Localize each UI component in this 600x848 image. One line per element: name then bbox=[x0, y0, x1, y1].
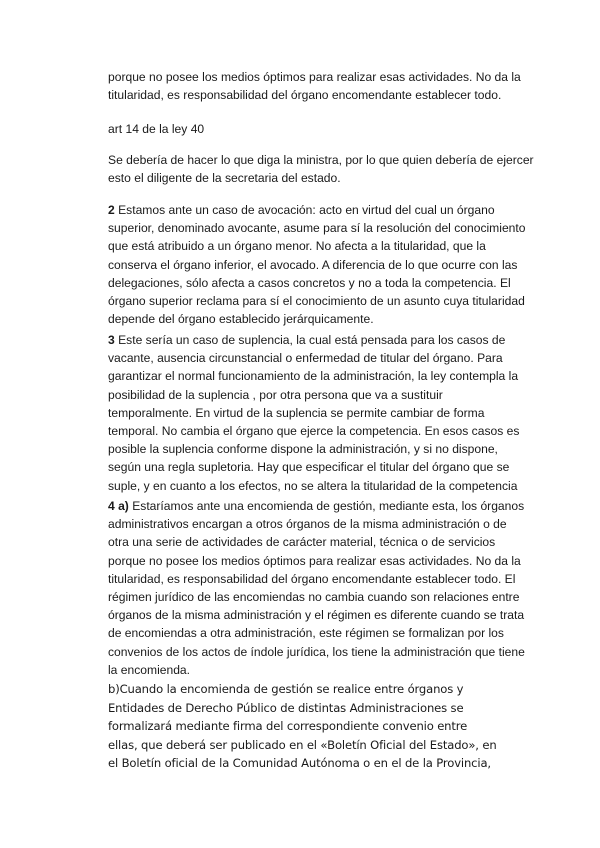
suplencia-paragraph bbox=[108, 331, 528, 495]
text-line: esto el diligente de la secretaria del estado. bbox=[108, 171, 341, 186]
text-line: depende del órgano establecido jerárquicamente. bbox=[108, 312, 374, 327]
text-line: Se debería de hacer lo que diga la ministra, por lo que quien debería de ejercer bbox=[108, 153, 534, 167]
text-line: suple, y en cuanto a los efectos, no se altera la titularidad de la competencia bbox=[108, 478, 518, 493]
text-line: posible la suplencia conforme dispone la administración, y si no dispone, bbox=[108, 442, 498, 457]
line-text: Estaríamos ante una encomienda de gestión, mediante esta, los órganos bbox=[128, 499, 525, 513]
text-line: convenios de los actos de índole jurídica, los tiene la administración que tiene bbox=[108, 644, 525, 659]
text-line: art 14 de la ley 40 bbox=[108, 122, 205, 136]
text-line: temporalmente. En virtud de la suplencia se permite cambiar de forma bbox=[108, 405, 485, 420]
law-reference bbox=[108, 120, 528, 138]
text-line: b)Cuando la encomienda de gestión se realice entre órganos y bbox=[108, 682, 464, 696]
text-line: superior, denominado avocante, asume para sí la resolución del conocimiento bbox=[108, 221, 526, 236]
text-line: Entidades de Derecho Público de distintas Administraciones se bbox=[108, 700, 464, 715]
text-line: ellas, que deberá ser publicado en el «Boletín Oficial del Estado», en bbox=[108, 737, 497, 752]
ministra-paragraph bbox=[108, 151, 534, 187]
text-line: formalizará mediante firma del correspondiente convenio entre bbox=[108, 719, 468, 734]
convenio-paragraph bbox=[108, 680, 528, 773]
text-line: conserva el órgano inferior, el avocado. A diferencia de lo que ocurre con las bbox=[108, 257, 518, 272]
text-line: la encomienda. bbox=[108, 662, 191, 677]
text-line bbox=[108, 201, 528, 219]
text-line: porque no posee los medios óptimos para realizar esas actividades. No da la bbox=[108, 70, 521, 84]
text-line: garantizar el normal funcionamiento de la administración, la ley contempla la bbox=[108, 369, 519, 384]
text-line: que está atribuido a un órgano menor. No afecta a la titularidad, que la bbox=[108, 239, 486, 254]
line-text: Estamos ante un caso de avocación: acto en virtud del cual un órgano bbox=[114, 203, 495, 217]
text-line: régimen jurídico de las encomiendas no cambia cuando son relaciones entre bbox=[108, 590, 520, 605]
text-line bbox=[108, 331, 528, 349]
text-line: porque no posee los medios óptimos para realizar esas actividades. No da la bbox=[108, 553, 521, 568]
text-line: delegaciones, sólo afecta a casos concretos y no a toda la competencia. El bbox=[108, 275, 511, 290]
answer-number: 2 bbox=[108, 203, 115, 217]
text-line bbox=[108, 497, 528, 515]
encomienda-paragraph bbox=[108, 497, 528, 679]
text-line: administrativos encargan a otros órganos de la misma administración o de bbox=[108, 517, 507, 532]
text-line: órgano superior reclama para sí el conocimiento de un asunto cuya titularidad bbox=[108, 294, 525, 309]
text-line: temporal. No cambia el órgano que ejerce la competencia. En esos casos es bbox=[108, 424, 520, 439]
text-line: según una regla supletoria. Hay que especificar el titular del órgano que se bbox=[108, 460, 510, 475]
text-line: titularidad, es responsabilidad del órgano encomendante establecer todo. bbox=[108, 88, 502, 103]
text-line: posibilidad de la suplencia , por otra persona que va a sustituir bbox=[108, 387, 443, 402]
answer-number: 4 a) bbox=[108, 499, 129, 513]
intro-paragraph bbox=[108, 68, 528, 104]
text-line: de encomiendas a otra administración, este régimen se formalizan por los bbox=[108, 626, 504, 641]
text-line: órganos de la misma administración y el régimen es diferente cuando se trata bbox=[108, 608, 525, 623]
avocacion-paragraph bbox=[108, 201, 528, 328]
line-text: Este sería un caso de suplencia, la cual está pensada para los casos de bbox=[114, 333, 506, 347]
text-line: el Boletín oficial de la Comunidad Autónoma o en el de la Provincia, bbox=[108, 756, 491, 771]
answer-number: 3 bbox=[108, 333, 115, 347]
text-line: titularidad, es responsabilidad del órgano encomendante establecer todo. El bbox=[108, 571, 516, 586]
text-line: otra una serie de actividades de carácter material, técnica o de servicios bbox=[108, 535, 496, 550]
text-line: vacante, ausencia circunstancial o enfermedad de titular del órgano. Para bbox=[108, 351, 503, 366]
